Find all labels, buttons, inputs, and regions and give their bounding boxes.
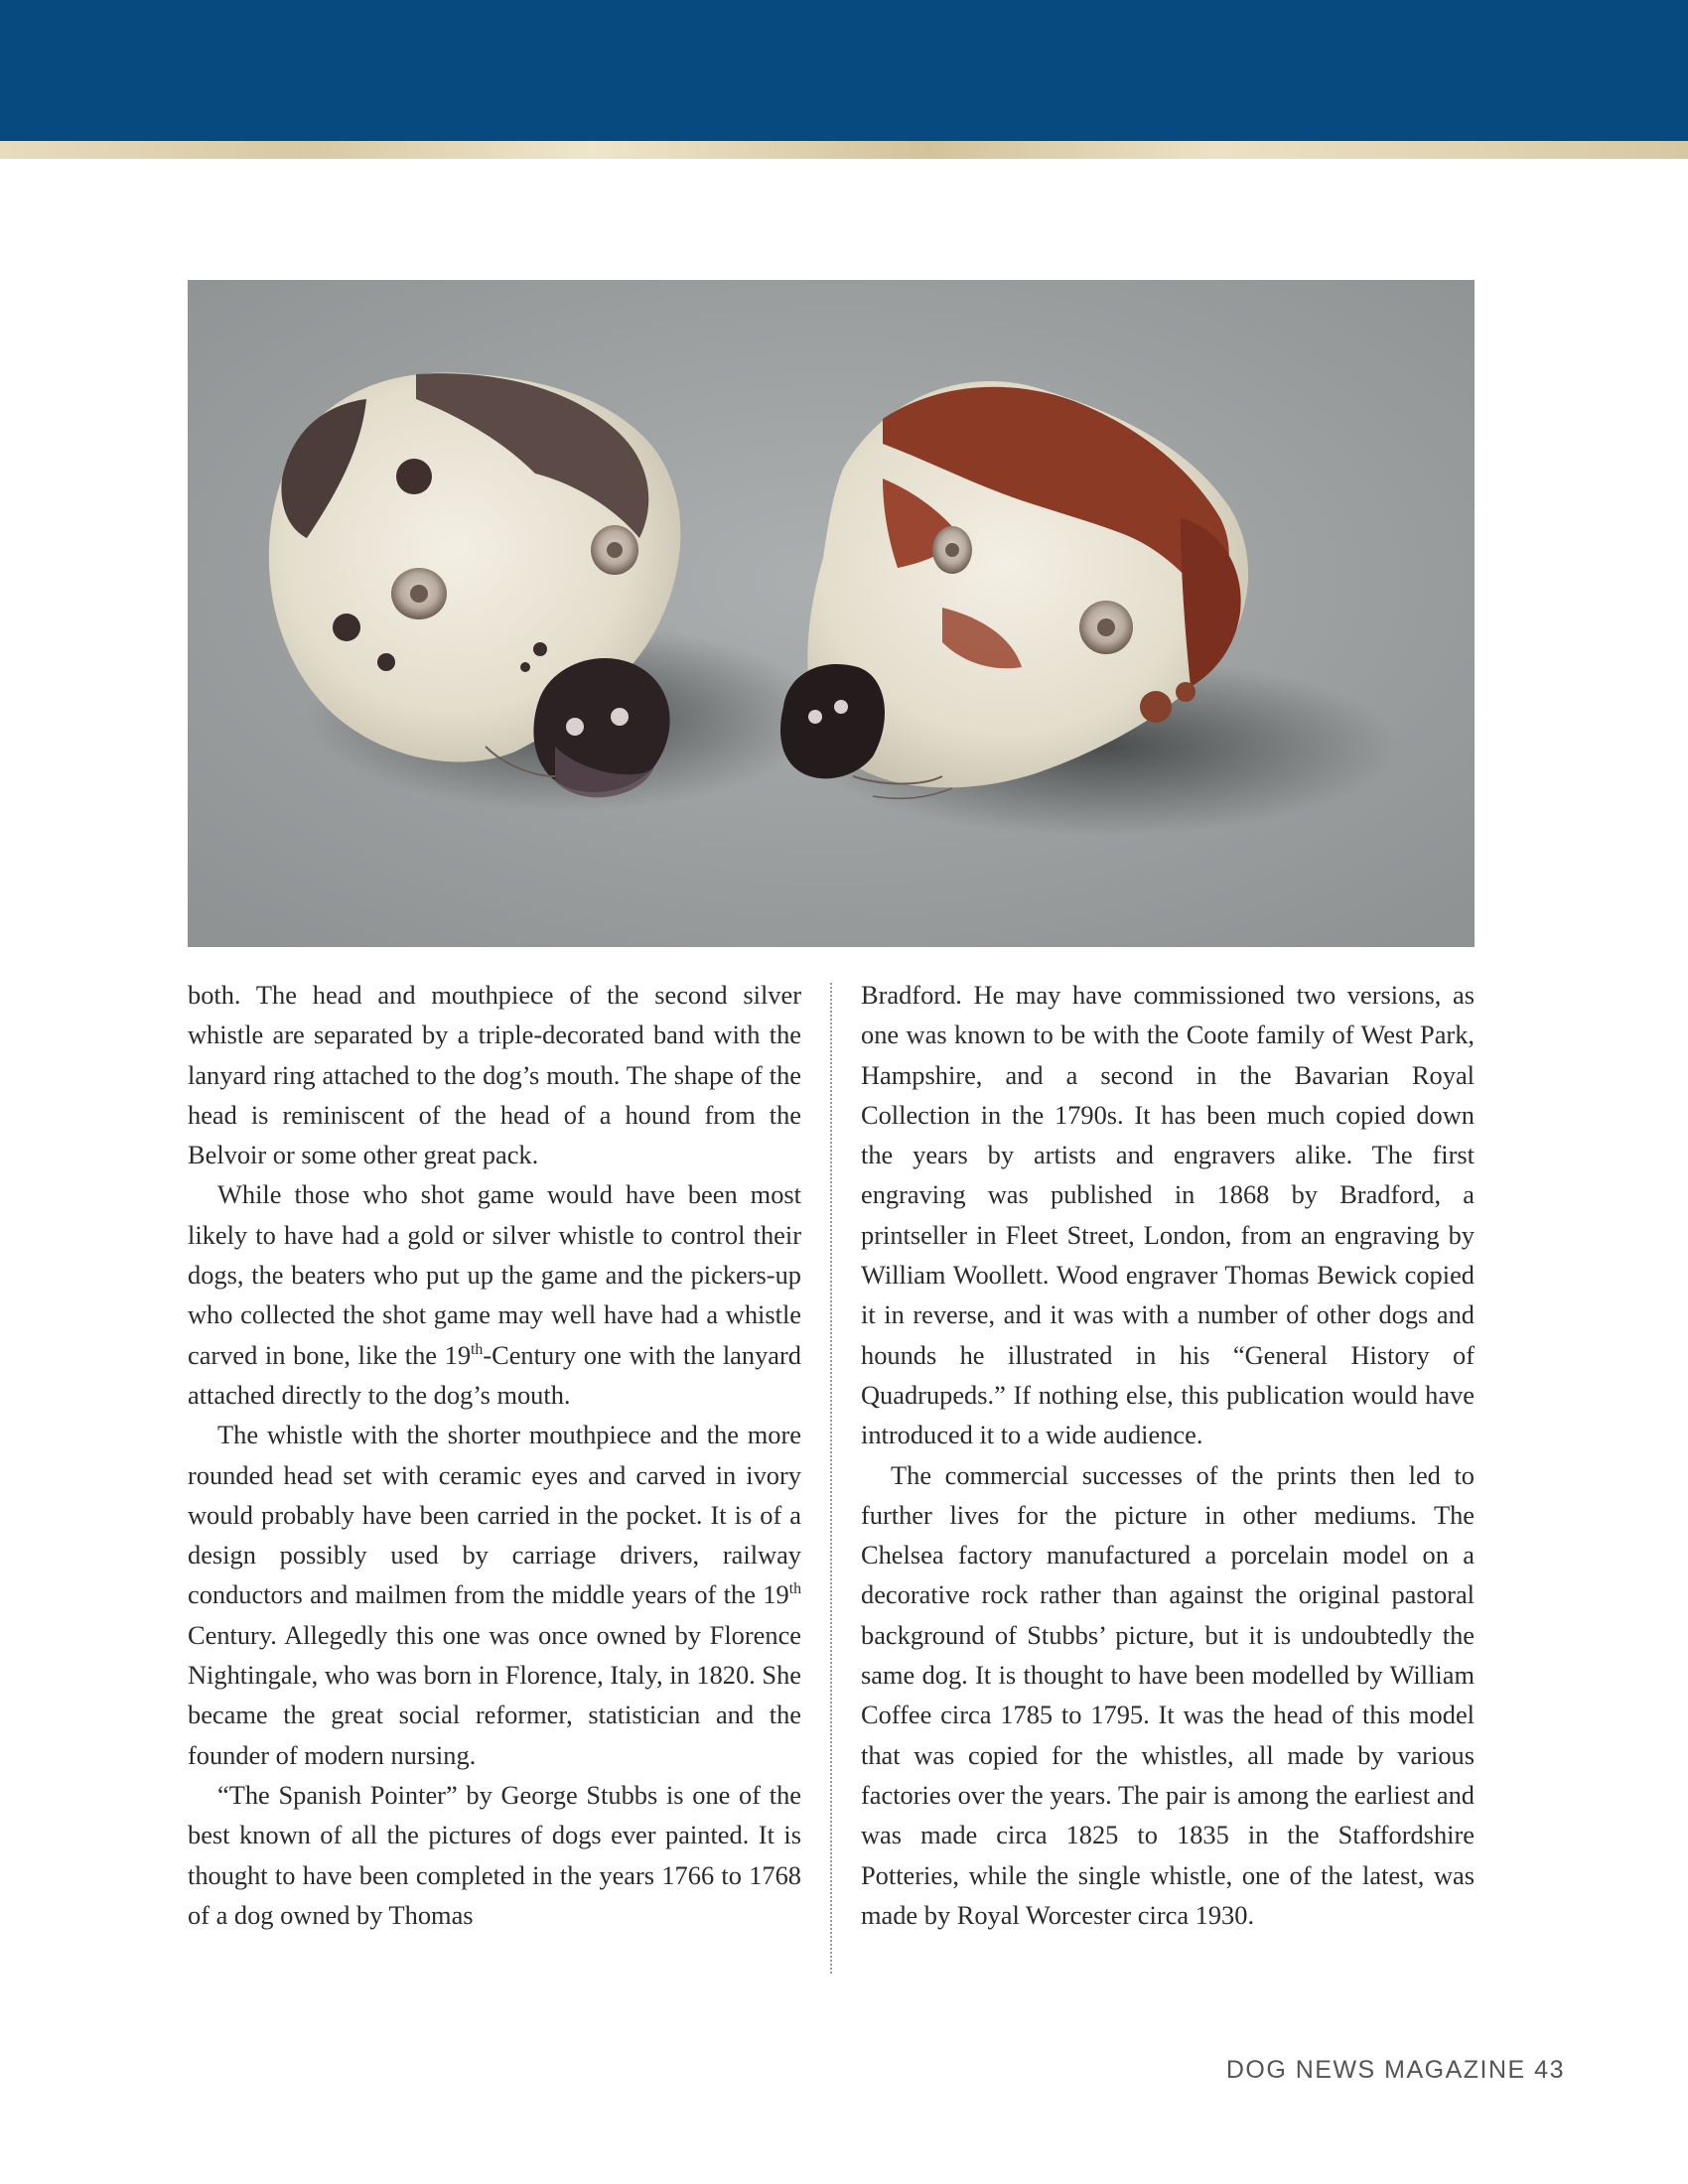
header-gold-strip xyxy=(0,141,1688,159)
paragraph: Bradford. He may have commissioned two versions, as one was known to be with the Coote family of West Park, Hampshire, and a second in the Bavarian Royal Collection in the 1790s. It has been much copied down the years by artists and engravers alike. The first engraving was published in 1868 by Bradford, a printseller in Fleet Street, London, from an engraving by William Woollett. Wood engraver Thomas Bewick copied it in reverse, and it was with a number of other dogs and hounds he illustrated in his “General History of Quadrupeds.” If nothing else, this publication would have introduced it to a wide audience. xyxy=(861,980,1475,1450)
text-run: The whistle with the shorter mouthpiece and the more rounded head set with ceramic eyes and carved in ivory would probably have been carried in the pocket. It is of a design possibly used by carriage drivers, railway conductors and mailmen from the middle years of the 19 xyxy=(188,1420,801,1610)
text-run: Century. Allegedly this one was once owned by Florence Nightingale, who was born in Florence, Italy, in 1820. She became the great social reformer, statistician and the founder of modern nursing. xyxy=(188,1619,801,1770)
paragraph xyxy=(188,1415,801,1775)
superscript: th xyxy=(471,1340,484,1358)
text-run: While those who shot game would have been most likely to have had a gold or silver whistle to control their dogs, the beaters who put up the game and the pickers-up who collected the shot game may well have had a whistle carved in bone, like the 19 xyxy=(188,1179,801,1370)
paragraph xyxy=(188,1174,801,1415)
photo-dog-head-whistles xyxy=(188,280,1475,947)
paragraph: both. The head and mouthpiece of the second silver whistle are separated by a triple-decorated band with the lanyard ring attached to the dog’s mouth. The shape of the head is reminiscent of the head of a hound from the Belvoir or some other great pack. xyxy=(188,980,801,1170)
page-footer: DOG NEWS MAGAZINE 43 xyxy=(1225,2056,1565,2084)
text-run: -Century one with the lanyard attached directly to the dog’s mouth. xyxy=(188,1339,801,1410)
article-column-right xyxy=(861,975,1475,1935)
superscript: th xyxy=(788,1580,801,1598)
header-banner xyxy=(0,0,1688,141)
paragraph: “The Spanish Pointer” by George Stubbs is one of the best known of all the pictures of dogs ever painted. It is thought to have been completed in the years 1766 to 1768 of a dog owned by Thomas xyxy=(188,1779,801,1930)
paragraph: The commercial successes of the prints then led to further lives for the picture in other mediums. The Chelsea factory manufactured a porcelain model on a decorative rock rather than against the original pastoral background of Stubbs’ picture, but it is undoubtedly the same dog. It is thought to have been modelled by William Coffee circa 1785 to 1795. It was the head of this model that was copied for the whistles, all made by various factories over the years. The pair is among the earliest and was made circa 1825 to 1835 in the Staffordshire Potteries, while the single whistle, one of the latest, was made by Royal Worcester circa 1930. xyxy=(861,1459,1475,1930)
article-column-left xyxy=(188,975,801,1935)
column-divider xyxy=(830,983,832,1974)
